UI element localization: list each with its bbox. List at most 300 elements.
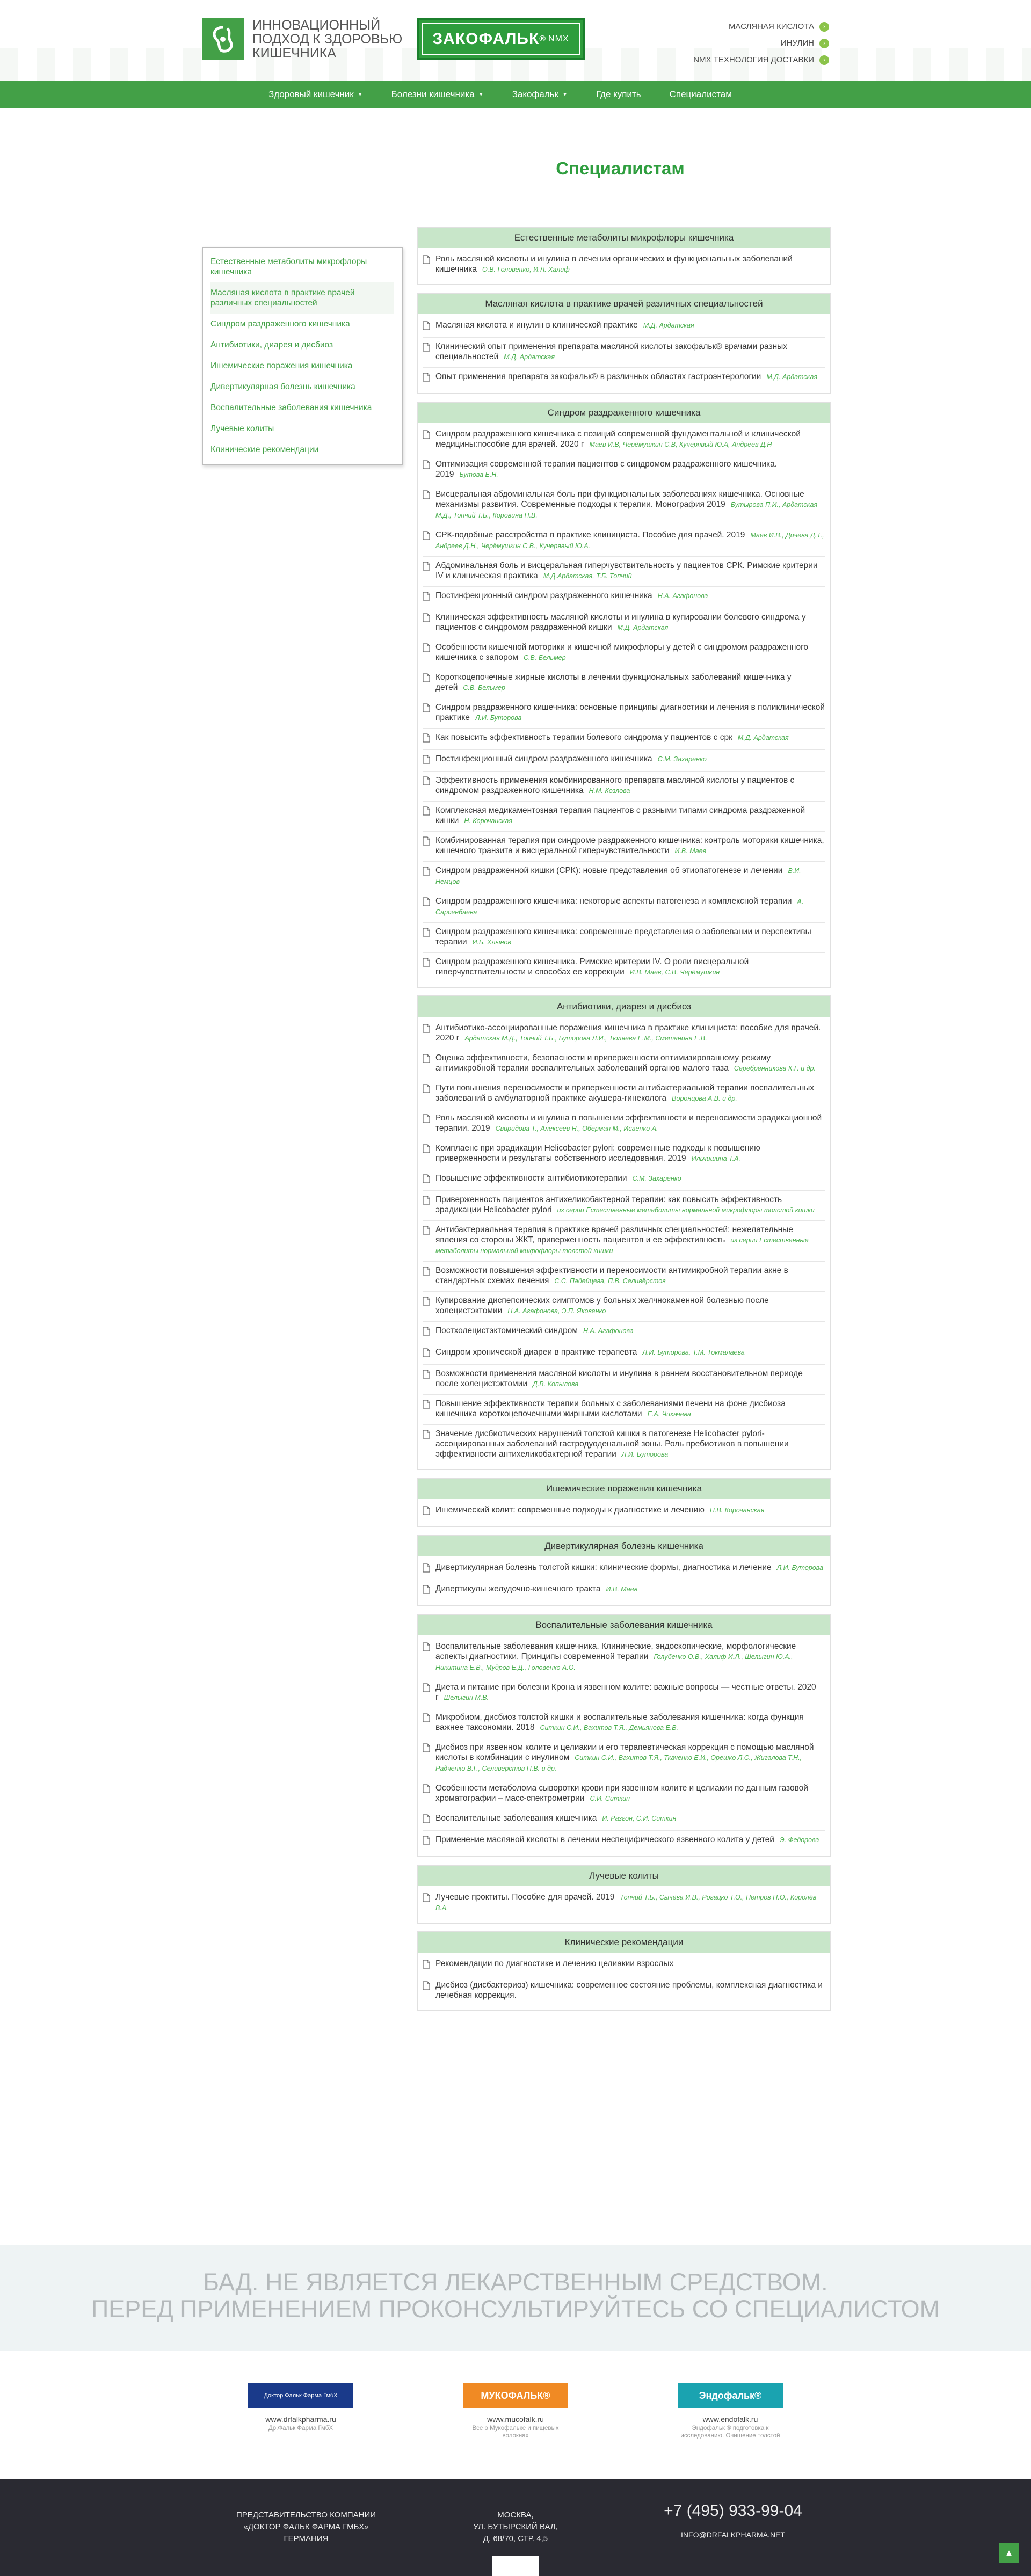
document-icon bbox=[423, 1114, 432, 1134]
section-title: Естественные метаболиты микрофлоры кишечника bbox=[418, 228, 830, 248]
header-link-label: ИНУЛИН bbox=[780, 39, 814, 48]
document-title[interactable]: Купирование диспепсических симптомов у больных желчнокаменной болезнью после холецистэктомии bbox=[435, 1296, 769, 1315]
doc-section bbox=[417, 1535, 831, 1606]
document-title[interactable]: Диета и питание при болезни Крона и язвенном колите: важные вопросы — честные ответы. 2020 г bbox=[435, 1683, 816, 1702]
document-icon bbox=[423, 1713, 432, 1733]
document-icon bbox=[423, 531, 432, 551]
document-text bbox=[435, 1892, 825, 1913]
document-icon bbox=[423, 562, 432, 581]
arrow-right-icon: › bbox=[819, 22, 829, 32]
document-link[interactable] bbox=[423, 1888, 825, 1918]
document-title[interactable]: Роль масляной кислоты и инулина в лечении органических и функциональных заболеваний кишечника bbox=[435, 254, 793, 274]
partner-sites bbox=[0, 2351, 1031, 2479]
drfalk-logo[interactable]: Доктор Фальк Фарма ГмбХ bbox=[248, 2383, 353, 2408]
document-sections bbox=[417, 227, 831, 2018]
document-title[interactable]: Абдоминальная боль и висцеральная гиперчувствительность у пациентов СРК. Римские критерии IV и клиническая практика bbox=[435, 561, 818, 580]
document-text bbox=[435, 254, 825, 275]
document-title[interactable]: Дивертикулярная болезнь толстой кишки: клинические формы, диагностика и лечение bbox=[435, 1563, 772, 1572]
document-text bbox=[435, 1783, 825, 1804]
document-title[interactable]: Висцеральная абдоминальная боль при функциональных заболеваниях кишечника. Основные механизмы развития. Современные подходы к терапии. Монография 2019 bbox=[435, 490, 804, 509]
document-authors: С.В. Бельмер bbox=[463, 684, 505, 692]
document-link[interactable] bbox=[423, 772, 825, 802]
document-authors: М.Д. Ардатская bbox=[643, 322, 694, 329]
document-title[interactable]: Комплаенс при эрадикации Helicobacter pylori: современные подходы к повышению приверженности и результаты собственного исследования. 2019 bbox=[435, 1144, 760, 1163]
sidebar-item[interactable]: Масляная кислота в практике врачей различных специальностей bbox=[210, 282, 394, 314]
document-title[interactable]: Возможности применения масляной кислоты и инулина в раннем восстановительном периоде после холецистэктомии bbox=[435, 1369, 803, 1388]
nav-intestine-diseases[interactable] bbox=[391, 89, 484, 100]
brand-reg-mark: ® bbox=[539, 34, 547, 43]
document-icon bbox=[423, 592, 432, 603]
arrow-right-icon: › bbox=[819, 39, 829, 48]
document-text bbox=[435, 1195, 825, 1216]
nav-label: Здоровый кишечник bbox=[268, 89, 354, 99]
document-link[interactable] bbox=[423, 1425, 825, 1465]
footer-badge-icon bbox=[492, 2556, 539, 2576]
document-title[interactable]: Постинфекционный синдром раздраженного кишечника bbox=[435, 591, 652, 600]
document-icon bbox=[423, 1327, 432, 1338]
document-text bbox=[435, 372, 825, 384]
document-link[interactable] bbox=[423, 1079, 825, 1109]
document-title[interactable]: Синдром раздраженного кишечника: некоторые аспекты патогенеза и комплексной терапии bbox=[435, 897, 792, 906]
document-authors: М.Д. Ардатская bbox=[617, 624, 669, 631]
document-link[interactable] bbox=[423, 316, 825, 338]
document-icon bbox=[423, 460, 432, 480]
document-text bbox=[435, 1347, 825, 1359]
partner-mucofalk[interactable] bbox=[462, 2383, 569, 2479]
document-authors: И.В. Маев bbox=[606, 1585, 638, 1593]
document-authors: С.В. Бельмер bbox=[524, 654, 566, 661]
doc-section bbox=[417, 995, 831, 1470]
document-authors: Э. Федорова bbox=[779, 1836, 819, 1844]
sidebar-item[interactable]: Дивертикулярная болезнь кишечника bbox=[210, 382, 355, 391]
footer-phone[interactable]: +7 (495) 933-99-04 bbox=[664, 2502, 802, 2520]
document-link[interactable] bbox=[423, 1831, 825, 1852]
document-authors: Д.В. Копылова bbox=[533, 1380, 579, 1388]
nav-label: Закофальк bbox=[512, 89, 559, 99]
document-title[interactable]: Пути повышения переносимости и приверженности антибактериальной терапии воспалительных заболеваний в амбулаторной практике акушера-гинеколога bbox=[435, 1083, 815, 1103]
document-text bbox=[435, 320, 825, 332]
sidebar-item[interactable]: Ишемические поражения кишечника bbox=[210, 361, 353, 370]
document-title[interactable]: Ишемический колит: современные подходы к диагностике и лечению bbox=[435, 1505, 705, 1515]
document-authors: Н.М. Козлова bbox=[589, 787, 630, 795]
document-title[interactable]: Воспалительные заболевания кишечника. Клинические, эндоскопические, морфологические аспекты диагностики. Принципы современной терапии bbox=[435, 1642, 796, 1661]
document-authors: С.С. Падейцева, П.В. Селивёрстов bbox=[554, 1277, 666, 1285]
document-link[interactable] bbox=[423, 1292, 825, 1322]
document-link[interactable] bbox=[423, 1708, 825, 1738]
document-text bbox=[435, 1429, 825, 1460]
doc-section bbox=[417, 402, 831, 988]
document-text bbox=[435, 1742, 825, 1774]
document-title[interactable]: Синдром раздраженного кишечника. Римские критерии IV. О роли висцеральной гиперчувствительности и способах ее коррекции bbox=[435, 957, 749, 977]
document-icon bbox=[423, 1642, 432, 1673]
document-title[interactable]: Короткоцепочечные жирные кислоты в лечении функциональных заболеваний кишечника у детей bbox=[435, 673, 792, 692]
sidebar-item[interactable]: Естественные метаболиты микрофлоры кишечника bbox=[210, 257, 367, 276]
document-authors: Маев И.В., Дичева Д.Т., Андреев Д.Н., Черёмушкин С.В., Кучерявый Ю.А. bbox=[435, 532, 824, 550]
document-link[interactable] bbox=[423, 526, 825, 557]
logo-line-2: ПОДХОД К ЗДОРОВЬЮ bbox=[252, 32, 403, 47]
document-icon bbox=[423, 1267, 432, 1286]
document-text bbox=[435, 1265, 825, 1286]
section-body bbox=[418, 314, 830, 393]
logo-line-3: КИШЕЧНИКА bbox=[252, 46, 337, 61]
document-text bbox=[435, 1173, 825, 1185]
document-link[interactable] bbox=[423, 802, 825, 832]
document-link[interactable] bbox=[423, 1955, 825, 1976]
document-authors: В.И. Немцов bbox=[435, 867, 801, 885]
document-title[interactable]: Постинфекционный синдром раздраженного кишечника bbox=[435, 754, 652, 763]
document-text bbox=[435, 612, 825, 633]
document-link[interactable] bbox=[423, 750, 825, 772]
document-authors: Бутырова П.И., Ардатская М.Д., Топчий Т.Б., Коровина Н.В. bbox=[435, 501, 818, 519]
document-authors: Бутова Е.Н. bbox=[459, 471, 498, 478]
document-link[interactable] bbox=[423, 862, 825, 892]
partner-endofalk[interactable] bbox=[677, 2383, 784, 2479]
document-link[interactable] bbox=[423, 1678, 825, 1708]
footer-email[interactable]: INFO@DRFALKPHARMA.NET bbox=[681, 2530, 785, 2539]
header-link-nmx[interactable] bbox=[693, 52, 829, 68]
section-title: Ишемические поражения кишечника bbox=[418, 1479, 830, 1499]
document-title[interactable]: Микробиом, дисбиоз толстой кишки и воспалительные заболевания кишечника: когда функция важнее таксономии. 2018 bbox=[435, 1713, 804, 1732]
document-icon bbox=[423, 1400, 432, 1420]
doc-section bbox=[417, 227, 831, 285]
section-title: Лучевые колиты bbox=[418, 1866, 830, 1886]
document-title[interactable]: Синдром хронической диареи в практике терапевта bbox=[435, 1348, 637, 1357]
document-icon bbox=[423, 928, 432, 948]
document-text bbox=[435, 1835, 825, 1847]
document-text bbox=[435, 754, 825, 766]
document-link[interactable] bbox=[423, 425, 825, 455]
partner-desc: Эндофальк ® подготовка к исследованию. Очищение толстой bbox=[680, 2425, 780, 2439]
document-link[interactable] bbox=[423, 832, 825, 862]
document-icon bbox=[423, 1836, 432, 1847]
document-text bbox=[435, 1296, 825, 1316]
document-title[interactable]: Воспалительные заболевания кишечника bbox=[435, 1814, 597, 1823]
document-text bbox=[435, 429, 825, 450]
document-icon bbox=[423, 867, 432, 887]
document-authors: Н.В. Корочанская bbox=[709, 1507, 765, 1514]
document-link[interactable] bbox=[423, 1559, 825, 1580]
nav-label: Болезни кишечника bbox=[391, 89, 475, 99]
site-header bbox=[0, 0, 1031, 81]
section-title: Воспалительные заболевания кишечника bbox=[418, 1615, 830, 1635]
document-link[interactable] bbox=[423, 1343, 825, 1365]
document-authors: Топчий Т.Б., Сычёва И.В., Рогацко Т.О., Петров П.О., Королёв В.А. bbox=[435, 1894, 817, 1912]
document-title[interactable]: СРК-подобные расстройства в практике клинициста. Пособие для врачей. 2019 bbox=[435, 530, 745, 540]
doc-section bbox=[417, 1614, 831, 1857]
document-icon bbox=[423, 1226, 432, 1256]
caret-down-icon: ▼ bbox=[478, 91, 484, 98]
footer-company-line: ПРЕДСТАВИТЕЛЬСТВО КОМПАНИИ bbox=[236, 2510, 376, 2520]
nav-zakofalk[interactable] bbox=[512, 89, 568, 100]
doc-section bbox=[417, 1931, 831, 2011]
document-title[interactable]: Дисбиоз (дисбактериоз) кишечника: современное состояние проблемы, комплексная диагностика и лечебная коррекция. bbox=[435, 1981, 823, 2000]
document-text bbox=[435, 591, 825, 603]
document-title[interactable]: Постхолецистэктомический синдром bbox=[435, 1326, 578, 1335]
document-authors: Ильчишина Т.А. bbox=[691, 1155, 741, 1162]
document-title[interactable]: Значение дисбиотических нарушений толстой кишки в патогенезе Helicobacter pylori-ассоциированных заболеваний гастродуоденальной зоны. Роль пребиотиков в повышении эффективности антихеликобактерной терапии bbox=[435, 1429, 789, 1459]
document-icon bbox=[423, 776, 432, 796]
document-text bbox=[435, 1369, 825, 1389]
document-authors: Ситкин С.И., Вахитов Т.Я., Демьянова Е.В. bbox=[540, 1724, 679, 1731]
document-link[interactable] bbox=[423, 368, 825, 389]
document-link[interactable] bbox=[423, 1501, 825, 1522]
document-link[interactable] bbox=[423, 698, 825, 729]
document-authors: Серебренникова К.Г. и др. bbox=[734, 1065, 816, 1072]
document-title[interactable]: Повышение эффективности антибиотикотерапии bbox=[435, 1174, 627, 1183]
sidebar-item[interactable]: Воспалительные заболевания кишечника bbox=[210, 403, 372, 412]
document-link[interactable] bbox=[423, 1262, 825, 1292]
logo-line-1: ИННОВАЦИОННЫЙ bbox=[252, 18, 381, 33]
document-title[interactable]: Возможности повышения эффективности и переносимости антимикробной терапии акне в стандартных схемах лечения bbox=[435, 1266, 788, 1285]
footer-address-line: Д. 68/70, СТР. 4,5 bbox=[483, 2534, 548, 2543]
document-text bbox=[435, 1225, 825, 1256]
document-title[interactable]: Антибиотико-ассоциированные поражения кишечника в практике клинициста: пособие для врачей. 2020 г bbox=[435, 1023, 821, 1043]
logo-text bbox=[252, 18, 402, 60]
document-icon bbox=[423, 1981, 432, 2000]
intestine-logo-icon bbox=[202, 18, 244, 60]
document-authors: Н. Корочанская bbox=[464, 817, 513, 825]
brand-name: ЗАКОФАЛЬК bbox=[432, 30, 540, 48]
document-authors: М.Д. Ардатская bbox=[766, 373, 818, 381]
document-icon bbox=[423, 613, 432, 633]
document-link[interactable] bbox=[423, 250, 825, 280]
section-title: Синдром раздраженного кишечника bbox=[418, 403, 830, 423]
document-link[interactable] bbox=[423, 1365, 825, 1395]
doc-section bbox=[417, 1865, 831, 1924]
document-icon bbox=[423, 1144, 432, 1164]
document-link[interactable] bbox=[423, 485, 825, 526]
document-authors: Н.А. Агафонова, Э.П. Яковенко bbox=[507, 1307, 606, 1315]
document-text bbox=[435, 1053, 825, 1074]
document-title[interactable]: Особенности метаболома сыворотки крови при язвенном колите и целиакии по данным газовой хроматографии – масс-спектрометрии bbox=[435, 1784, 808, 1803]
document-text bbox=[435, 775, 825, 796]
document-text bbox=[435, 1505, 825, 1517]
document-title[interactable]: Антибактериальная терапия в практике врачей различных специальностей: нежелательные явления со стороны ЖКТ, приверженность пациентов и ее эффективность bbox=[435, 1225, 793, 1245]
document-authors: И.В. Маев bbox=[674, 847, 707, 855]
sidebar-item[interactable]: Лучевые колиты bbox=[210, 424, 274, 433]
section-body bbox=[418, 1953, 830, 2010]
document-title[interactable]: Оценка эффективности, безопасности и приверженности оптимизированному режиму антимикробной терапии воспалительных заболеваний органов малого таза bbox=[435, 1053, 771, 1073]
document-link[interactable] bbox=[423, 1221, 825, 1262]
document-authors: А. Сарсенбаева bbox=[435, 898, 804, 916]
header-link-label: МАСЛЯНАЯ КИСЛОТА bbox=[728, 22, 814, 31]
document-link[interactable] bbox=[423, 1109, 825, 1139]
document-link[interactable] bbox=[423, 1169, 825, 1191]
document-authors: Воронцова А.В. и др. bbox=[672, 1095, 737, 1102]
document-link[interactable] bbox=[423, 729, 825, 750]
document-link[interactable] bbox=[423, 1779, 825, 1809]
document-icon bbox=[423, 1084, 432, 1104]
header-link-label: NMX ТЕХНОЛОГИЯ ДОСТАВКИ bbox=[693, 55, 814, 64]
document-link[interactable] bbox=[423, 1395, 825, 1425]
document-title[interactable]: Лучевые проктиты. Пособие для врачей. 2019 bbox=[435, 1893, 615, 1902]
document-icon bbox=[423, 1054, 432, 1074]
document-link[interactable] bbox=[423, 1191, 825, 1221]
partner-url[interactable]: www.drfalkpharma.ru bbox=[265, 2415, 336, 2424]
document-icon bbox=[423, 1348, 432, 1359]
document-link[interactable] bbox=[423, 1322, 825, 1343]
document-title[interactable]: Синдром раздраженного кишечника с позиций современной фундаментальной и клинической медицины:пособие для врачей. 2020 г bbox=[435, 430, 801, 449]
document-icon bbox=[423, 430, 432, 450]
section-title: Дивертикулярная болезнь кишечника bbox=[418, 1536, 830, 1556]
arrow-right-icon: › bbox=[819, 55, 829, 65]
header-link-butyric-acid[interactable] bbox=[693, 18, 829, 35]
document-link[interactable] bbox=[423, 557, 825, 587]
document-link[interactable] bbox=[423, 1638, 825, 1678]
sidebar-item[interactable]: Клинические рекомендации bbox=[210, 445, 319, 454]
sidebar-menu bbox=[202, 247, 403, 465]
document-text bbox=[435, 1399, 825, 1420]
doc-section bbox=[417, 293, 831, 394]
document-title[interactable]: Синдром раздраженной кишки (СРК): новые представления об этиопатогенезе и лечении bbox=[435, 866, 783, 875]
document-icon bbox=[423, 373, 432, 384]
document-text bbox=[435, 561, 825, 581]
document-authors: Л.И. Буторова bbox=[776, 1564, 823, 1571]
document-text bbox=[435, 530, 825, 551]
document-title[interactable]: Роль масляной кислоты и инулина в повышении эффективности и переносимости эрадикационной терапии. 2019 bbox=[435, 1114, 822, 1133]
document-text bbox=[435, 1959, 825, 1971]
document-text bbox=[435, 1113, 825, 1134]
document-link[interactable] bbox=[423, 1976, 825, 2005]
disclaimer-banner bbox=[0, 2245, 1031, 2351]
document-icon bbox=[423, 255, 432, 275]
document-title[interactable]: Оптимизация современной терапии пациентов с синдромом раздраженного кишечника. 2019 bbox=[435, 460, 778, 479]
document-authors: Н.А. Агафонова bbox=[583, 1327, 634, 1335]
scroll-to-top-icon[interactable]: ▲ bbox=[999, 2543, 1019, 2563]
header-link-inulin[interactable] bbox=[693, 35, 829, 52]
nav-specialists[interactable] bbox=[670, 89, 732, 100]
document-link[interactable] bbox=[423, 668, 825, 698]
document-link[interactable] bbox=[423, 892, 825, 923]
footer-address-line: УЛ. БУТЫРСКИЙ ВАЛ, bbox=[473, 2522, 558, 2531]
document-icon bbox=[423, 806, 432, 826]
document-icon bbox=[423, 643, 432, 663]
document-title[interactable]: Клинический опыт применения препарата масляной кислоты закофальк® врачами разных специальностей bbox=[435, 342, 788, 361]
document-title[interactable]: Повышение эффективности терапии больных с заболеваниями печени на фоне дисбиоза кишечника короткоцепочечными жирными кислотами bbox=[435, 1399, 786, 1418]
nav-label: Специалистам bbox=[669, 89, 732, 99]
document-link[interactable] bbox=[423, 1049, 825, 1079]
document-icon bbox=[423, 1430, 432, 1460]
document-icon bbox=[423, 836, 432, 856]
document-authors: из серии Естественные метаболиты нормальной микрофлоры толстой кишки bbox=[557, 1206, 815, 1214]
document-link[interactable] bbox=[423, 587, 825, 608]
document-title[interactable]: Синдром раздраженного кишечника: современные представления о заболевании и перспективы терапии bbox=[435, 927, 811, 947]
document-icon bbox=[423, 1024, 432, 1044]
section-title: Антибиотики, диарея и дисбиоз bbox=[418, 996, 830, 1017]
document-link[interactable] bbox=[423, 608, 825, 638]
document-icon bbox=[423, 1585, 432, 1596]
document-authors: М.Д. Ардатская bbox=[504, 353, 555, 361]
document-link[interactable] bbox=[423, 953, 825, 983]
document-title[interactable]: Как повысить эффективность терапии болевого синдрома у пациентов с срк bbox=[435, 733, 732, 742]
document-authors: С.М. Захаренко bbox=[632, 1175, 681, 1182]
document-title[interactable]: Комбинированная терапия при синдроме раздраженного кишечника: контроль моторики кишечника, кишечного транзита и висцеральной гиперчувствительности bbox=[435, 836, 824, 855]
brand-logo[interactable] bbox=[417, 18, 585, 60]
header-links bbox=[693, 18, 829, 68]
document-title[interactable]: Приверженность пациентов антихеликобактерной терапии: как повысить эффективность эрадикации Helicobacter pylori bbox=[435, 1195, 782, 1214]
document-authors: И.В. Маев, С.В. Черёмушкин bbox=[629, 969, 720, 976]
document-icon bbox=[423, 490, 432, 521]
document-title[interactable]: Особенности кишечной моторики и кишечной микрофлоры у детей с синдромом раздраженного кишечника с запором bbox=[435, 643, 809, 662]
partner-drfalk[interactable] bbox=[247, 2383, 354, 2479]
document-text bbox=[435, 642, 825, 663]
document-title[interactable]: Дисбиоз при язвенном колите и целиакии и его терапевтическая коррекция с помощью масляной кислоты в комбинации с инулином bbox=[435, 1743, 814, 1762]
document-link[interactable] bbox=[423, 455, 825, 485]
document-authors: из серии Естественные метаболиты нормальной микрофлоры толстой кишки bbox=[435, 1236, 809, 1255]
section-body bbox=[418, 1886, 830, 1923]
document-authors: Л.И. Буторова bbox=[475, 714, 522, 722]
document-text bbox=[435, 1143, 825, 1164]
document-text bbox=[435, 732, 825, 745]
document-title[interactable]: Комплексная медикаментозная терапия пациентов с разными типами синдрома раздраженной кишки bbox=[435, 806, 805, 825]
site-logo[interactable] bbox=[202, 18, 402, 60]
nav-healthy-intestine[interactable] bbox=[268, 89, 363, 100]
footer-address bbox=[462, 2509, 569, 2545]
document-icon bbox=[423, 1743, 432, 1774]
caret-down-icon: ▼ bbox=[357, 91, 363, 98]
mucofalk-logo[interactable]: МУКОФАЛЬК® bbox=[463, 2383, 568, 2408]
nav-label: Где купить bbox=[596, 89, 641, 99]
document-link[interactable] bbox=[423, 338, 825, 368]
document-text bbox=[435, 1023, 825, 1044]
document-link[interactable] bbox=[423, 1738, 825, 1779]
document-title[interactable]: Применение масляной кислоты в лечении неспецифического язвенного колита у детей bbox=[435, 1835, 774, 1844]
document-link[interactable] bbox=[423, 1139, 825, 1169]
document-icon bbox=[423, 703, 432, 723]
document-authors: Л.И. Буторова bbox=[621, 1451, 669, 1458]
document-icon bbox=[423, 1784, 432, 1804]
partner-desc: Др.Фальк Фарма ГмбХ bbox=[268, 2425, 333, 2432]
document-link[interactable] bbox=[423, 1809, 825, 1831]
endofalk-logo[interactable]: Эндофальк® bbox=[678, 2383, 783, 2408]
partner-desc: Все о Мукофальке и пищевых волокнах bbox=[472, 2425, 559, 2439]
document-link[interactable] bbox=[423, 638, 825, 668]
partner-url[interactable]: www.endofalk.ru bbox=[702, 2415, 758, 2424]
document-text bbox=[435, 957, 825, 978]
document-link[interactable] bbox=[423, 1019, 825, 1049]
footer-company bbox=[226, 2509, 387, 2545]
sidebar-item[interactable]: Синдром раздраженного кишечника bbox=[210, 319, 350, 329]
footer-company-line: «ДОКТОР ФАЛЬК ФАРМА ГМБХ» bbox=[243, 2522, 369, 2531]
document-title[interactable]: Синдром раздраженного кишечника: основные принципы диагностики и лечения в поликлинической практике bbox=[435, 703, 825, 722]
document-link[interactable] bbox=[423, 923, 825, 953]
document-authors: О.В. Головенко, И.Л. Халиф bbox=[482, 266, 570, 273]
partner-url[interactable]: www.mucofalk.ru bbox=[487, 2415, 544, 2424]
document-authors: И. Разгон, С.И. Ситкин bbox=[602, 1815, 677, 1822]
section-body bbox=[418, 1017, 830, 1469]
document-title[interactable]: Масляная кислота и инулин в клинической практике bbox=[435, 321, 638, 330]
document-text bbox=[435, 805, 825, 826]
document-link[interactable] bbox=[423, 1580, 825, 1601]
document-title[interactable]: Эффективность применения комбинированного препарата масляной кислоты у пациентов с синдромом раздраженного кишечника bbox=[435, 776, 795, 795]
document-title[interactable]: Дивертикулы желудочно-кишечного тракта bbox=[435, 1584, 601, 1593]
document-text bbox=[435, 927, 825, 948]
document-title[interactable]: Рекомендации по диагностике и лечению целиакии взрослых bbox=[435, 1959, 674, 1968]
document-authors: С.И. Ситкин bbox=[590, 1795, 630, 1802]
document-authors: И.Б. Хлынов bbox=[472, 938, 511, 946]
nav-where-to-buy[interactable] bbox=[596, 89, 641, 100]
document-icon bbox=[423, 897, 432, 918]
sidebar-item[interactable]: Антибиотики, диарея и дисбиоз bbox=[210, 340, 333, 350]
document-icon bbox=[423, 1893, 432, 1913]
document-text bbox=[435, 341, 825, 362]
document-text bbox=[435, 1562, 825, 1575]
document-text bbox=[435, 1682, 825, 1703]
document-title[interactable]: Опыт применения препарата закофальк® в различных областях гастроэнтерологии bbox=[435, 372, 761, 381]
document-title[interactable]: Клиническая эффективность масляной кислоты и инулина в купировании болевого синдрома у пациентов с синдромом раздраженной кишки bbox=[435, 613, 806, 632]
document-text bbox=[435, 1584, 825, 1596]
document-text bbox=[435, 1326, 825, 1338]
